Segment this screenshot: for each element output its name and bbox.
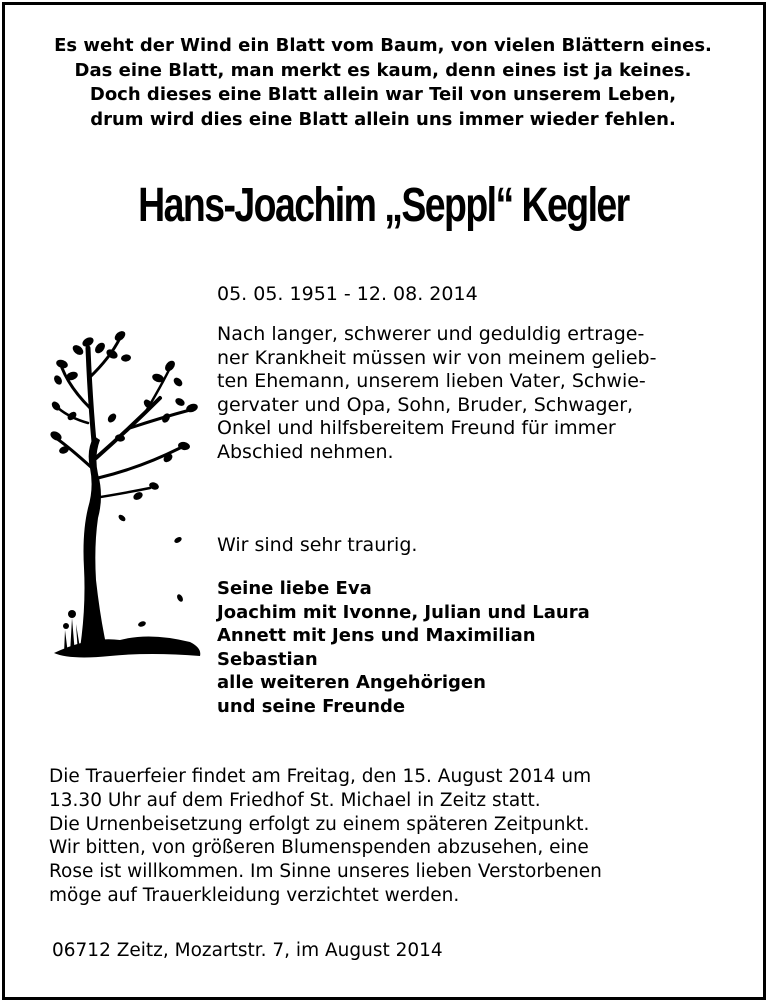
service-line: möge auf Trauerkleidung verzichtet werden. (49, 884, 460, 906)
mourner-line: Sebastian (217, 648, 318, 670)
deceased-name (0, 178, 766, 233)
life-dates: 05. 05. 1951 - 12. 08. 2014 (217, 283, 478, 305)
mourners-list (217, 577, 590, 718)
service-line: Die Urnenbeisetzung erfolgt zu einem späteren Zeitpunkt. (49, 813, 590, 835)
funeral-service-info (49, 765, 602, 908)
service-line: Die Trauerfeier findet am Freitag, den 15. August 2014 um (49, 766, 592, 787)
mourner-line: alle weiteren Angehörigen (217, 672, 486, 693)
announcement-line: ten Ehemann, unserem lieben Vater, Schwie- (217, 370, 646, 392)
place-and-date: 06712 Zeitz, Mozartstr. 7, im August 2014 (52, 940, 443, 961)
poem-line: Doch dieses eine Blatt allein war Teil von unserem Leben, (89, 84, 677, 105)
service-line: Rose ist willkommen. Im Sinne unseres lieben Verstorbenen (49, 861, 602, 883)
announcement-line: gervater und Opa, Sohn, Bruder, Schwager, (217, 393, 634, 416)
announcement-text (217, 323, 656, 464)
mourner-line: Seine liebe Eva (217, 578, 372, 599)
service-line: 13.30 Uhr auf dem Friedhof St. Michael in Zeitz statt. (49, 789, 541, 811)
poem-line: Es weht der Wind ein Blatt vom Baum, von vielen Blättern eines. (54, 35, 712, 56)
poem-line: Das eine Blatt, man merkt es kaum, denn eines ist ja keines. (74, 59, 692, 81)
announcement-line: Onkel und hilfsbereitem Freund für immer (217, 417, 616, 439)
mourner-line: Annett mit Jens und Maximilian (217, 625, 536, 646)
service-line: Wir bitten, von größeren Blumenspenden abzusehen, eine (49, 837, 589, 859)
memorial-poem (0, 34, 766, 132)
sad-line: Wir sind sehr traurig. (217, 534, 418, 556)
announcement-line: Nach langer, schwerer und geduldig ertrage- (217, 323, 645, 345)
mourner-line: und seine Freunde (217, 695, 406, 717)
announcement-line: Abschied nehmen. (217, 440, 394, 463)
mourner-line: Joachim mit Ivonne, Julian und Laura (217, 601, 590, 623)
poem-line: drum wird dies eine Blatt allein uns immer wieder fehlen. (90, 108, 676, 130)
tree-with-falling-leaves-icon (50, 318, 210, 670)
announcement-line: ner Krankheit müssen wir von meinem gelieb- (217, 346, 657, 369)
deceased-name-text: Hans-Joachim „Seppl“ Kegler (137, 179, 629, 232)
